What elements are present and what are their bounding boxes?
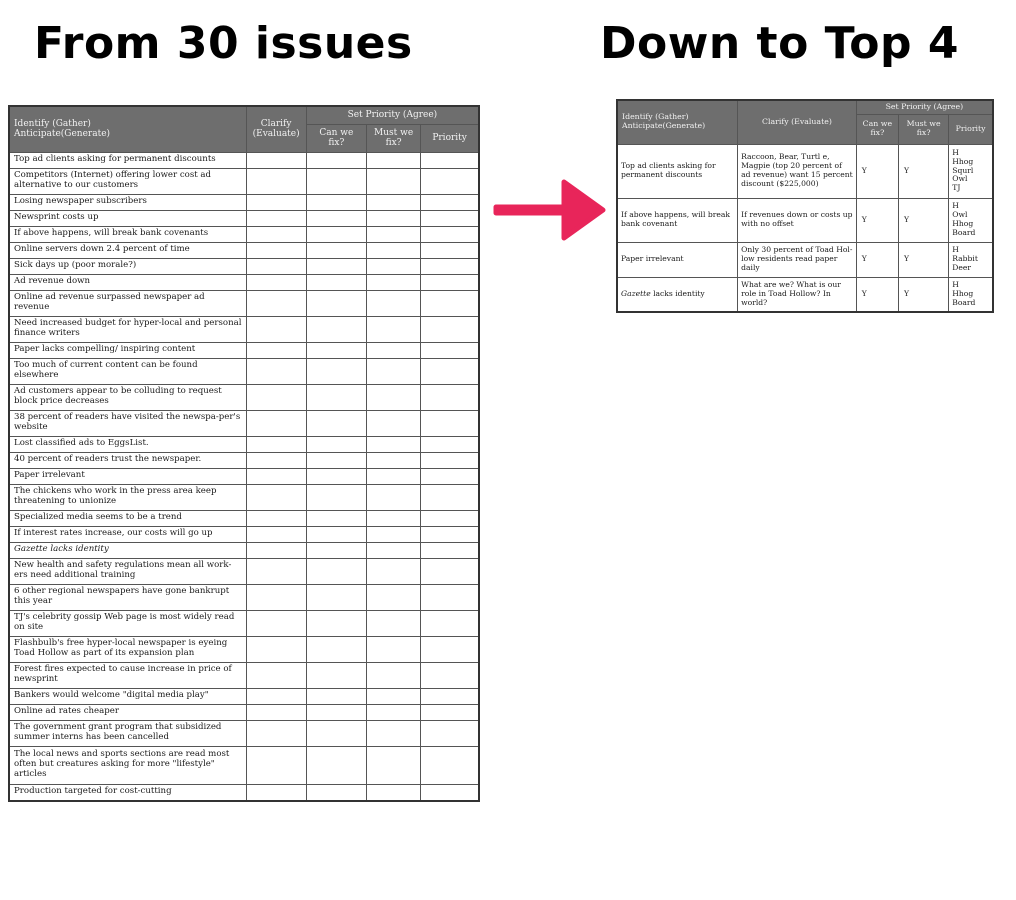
can-fix-cell: Y [856, 144, 898, 198]
table-row [9, 152, 479, 168]
top-issues-body [617, 144, 993, 312]
clarify-cell: Only 30 percent of Toad Hol-low residents read paper daily [738, 242, 857, 277]
header-priority: Priority [949, 114, 993, 144]
issue-cell: 40 percent of readers trust the newspaper. [9, 452, 246, 468]
table-row [617, 144, 993, 198]
header-priority: Priority [421, 124, 479, 152]
issue-cell: Flashbulb's free hyper-local newspaper is eyeing Toad Hollow as part of its expansion plan [9, 636, 246, 662]
table-row [617, 242, 993, 277]
issue-cell: The local news and sports sections are read most often but creatures asking for more "lifestyle" articles [9, 746, 246, 784]
issue-cell: If above happens, will break bank covenant [617, 198, 738, 242]
table-row [9, 258, 479, 274]
issue-cell: Competitors (Internet) offering lower cost ad alternative to our customers [9, 168, 246, 194]
issue-cell: The chickens who work in the press area keep threatening to unionize [9, 484, 246, 510]
issue-cell: Top ad clients asking for permanent discounts [9, 152, 246, 168]
table-row [9, 290, 479, 316]
header-set-priority: Set Priority (Agree) [856, 100, 993, 114]
issue-cell: Sick days up (poor morale?) [9, 258, 246, 274]
table-row [9, 316, 479, 342]
issues-table-full [8, 105, 480, 802]
table-row [9, 410, 479, 436]
issue-cell: Online ad revenue surpassed newspaper ad revenue [9, 290, 246, 316]
table-row [9, 358, 479, 384]
issue-cell: Losing newspaper subscribers [9, 194, 246, 210]
issues-table-body [9, 152, 479, 801]
issue-cell: Specialized media seems to be a trend [9, 510, 246, 526]
table-row [9, 226, 479, 242]
issue-cell: Newsprint costs up [9, 210, 246, 226]
table-row [9, 484, 479, 510]
heading-from-30-issues: From 30 issues [34, 18, 413, 69]
table-row [9, 436, 479, 452]
table-row [9, 784, 479, 801]
table-row [9, 542, 479, 558]
issue-cell: 38 percent of readers have visited the newspa-per's website [9, 410, 246, 436]
table-row [9, 558, 479, 584]
table-row [9, 452, 479, 468]
table-row [9, 746, 479, 784]
table-row [9, 610, 479, 636]
heading-down-to-top-4: Down to Top 4 [600, 18, 959, 69]
issue-cell: Ad revenue down [9, 274, 246, 290]
table-row [9, 510, 479, 526]
gazette-word: Gazette [621, 288, 651, 298]
table-row [9, 342, 479, 358]
issue-cell: Online ad rates cheaper [9, 704, 246, 720]
issue-cell: If above happens, will break bank covenants [9, 226, 246, 242]
issue-cell: 6 other regional newspapers have gone bankrupt this year [9, 584, 246, 610]
issue-cell: Paper lacks compelling/ inspiring content [9, 342, 246, 358]
right-arrow-icon [490, 176, 608, 244]
header-clarify: Clarify (Evaluate) [246, 106, 306, 152]
issue-cell: Forest fires expected to cause increase in price of newsprint [9, 662, 246, 688]
issues-table-top-4 [616, 99, 994, 313]
clarify-cell: Raccoon, Bear, Turtl e, Magpie (top 20 percent of ad revenue) want 15 percent discount ($225,000) [738, 144, 857, 198]
table-row [617, 277, 993, 312]
table-row [9, 720, 479, 746]
issue-cell: Paper irrelevant [9, 468, 246, 484]
priority-cell: H Hhog Board [949, 277, 993, 312]
must-fix-cell: Y [898, 242, 948, 277]
header-must-we-fix: Must we fix? [367, 124, 421, 152]
header-can-we-fix: Can we fix? [306, 124, 366, 152]
issue-cell: If interest rates increase, our costs will go up [9, 526, 246, 542]
table-row [9, 584, 479, 610]
issue-cell: New health and safety regulations mean all work-ers need additional training [9, 558, 246, 584]
issue-cell: Production targeted for cost-cutting [9, 784, 246, 801]
issue-cell: Too much of current content can be found elsewhere [9, 358, 246, 384]
priority-cell: H Hhog Squrl Owl TJ [949, 144, 993, 198]
must-fix-cell: Y [898, 198, 948, 242]
header-must-we-fix: Must we fix? [898, 114, 948, 144]
can-fix-cell: Y [856, 277, 898, 312]
priority-cell: H Rabbit Deer [949, 242, 993, 277]
issue-cell: Bankers would welcome "digital media play" [9, 688, 246, 704]
table-row [9, 274, 479, 290]
table-row [9, 384, 479, 410]
issue-cell: Paper irrelevant [617, 242, 738, 277]
header-can-we-fix: Can we fix? [856, 114, 898, 144]
table-row [9, 194, 479, 210]
header-set-priority: Set Priority (Agree) [306, 106, 479, 124]
clarify-cell: If revenues down or costs up with no offset [738, 198, 857, 242]
can-fix-cell: Y [856, 242, 898, 277]
header-identify: Identify (Gather) Anticipate(Generate) [617, 100, 738, 144]
clarify-cell: What are we? What is our role in Toad Hollow? In world? [738, 277, 857, 312]
header-clarify: Clarify (Evaluate) [738, 100, 857, 144]
issue-cell: Ad customers appear to be colluding to request block price decreases [9, 384, 246, 410]
table-row [9, 636, 479, 662]
issue-cell: Online servers down 2.4 percent of time [9, 242, 246, 258]
issue-cell: Top ad clients asking for permanent discounts [617, 144, 738, 198]
issue-cell: Gazette lacks identity [9, 542, 246, 558]
table-row [617, 198, 993, 242]
table-row [9, 704, 479, 720]
must-fix-cell: Y [898, 144, 948, 198]
table-row [9, 688, 479, 704]
issue-cell: Gazette lacks identity [617, 277, 738, 312]
priority-cell: H Owl Hhog Board [949, 198, 993, 242]
issue-cell: Lost classified ads to EggsList. [9, 436, 246, 452]
issue-cell: Need increased budget for hyper-local and personal finance writers [9, 316, 246, 342]
table-row [9, 662, 479, 688]
table-row [9, 168, 479, 194]
table-row [9, 210, 479, 226]
table-row [9, 468, 479, 484]
table-row [9, 526, 479, 542]
must-fix-cell: Y [898, 277, 948, 312]
issue-cell: The government grant program that subsidized summer interns has been cancelled [9, 720, 246, 746]
can-fix-cell: Y [856, 198, 898, 242]
header-identify: Identify (Gather) Anticipate(Generate) [9, 106, 246, 152]
issue-cell: TJ's celebrity gossip Web page is most widely read on site [9, 610, 246, 636]
table-row [9, 242, 479, 258]
